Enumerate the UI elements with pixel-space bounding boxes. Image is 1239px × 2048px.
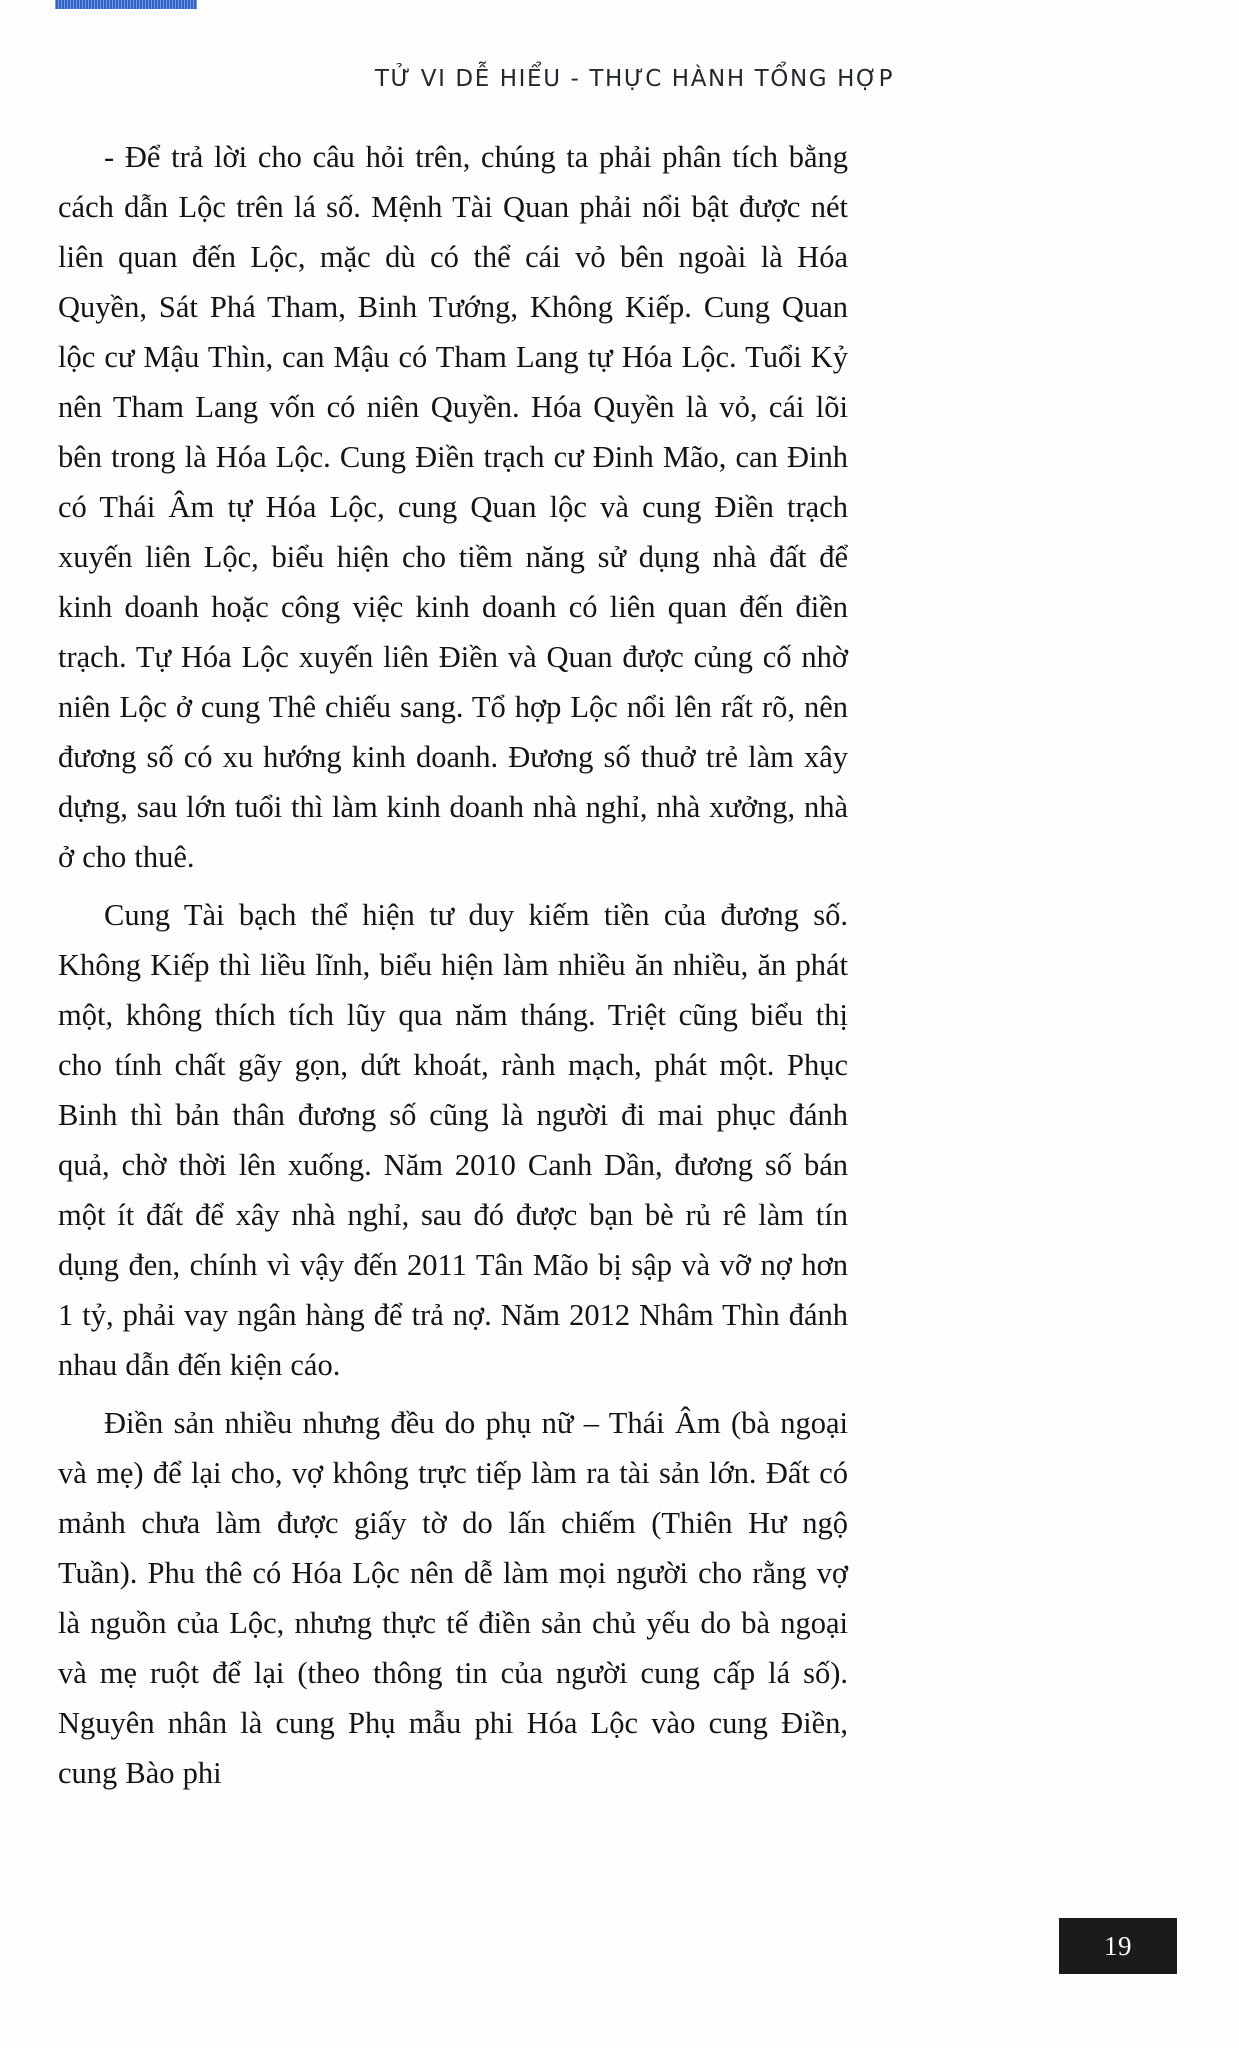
- scanner-edge-bar: [55, 0, 197, 9]
- paragraph-1: - Để trả lời cho câu hỏi trên, chúng ta phải phân tích bằng cách dẫn Lộc trên lá số. Mệnh Tài Quan phải nổi bật được nét liên quan đến Lộc, mặc dù có thể cái vỏ bên ngoài là Hóa Quyền, Sát Phá Tham, Binh Tướng, Không Kiếp. Cung Quan lộc cư Mậu Thìn, can Mậu có Tham Lang tự Hóa Lộc. Tuổi Kỷ nên Tham Lang vốn có niên Quyền. Hóa Quyền là vỏ, cái lõi bên trong là Hóa Lộc. Cung Điền trạch cư Đinh Mão, can Đinh có Thái Âm tự Hóa Lộc, cung Quan lộc và cung Điền trạch xuyến liên Lộc, biểu hiện cho tiềm năng sử dụng nhà đất để kinh doanh hoặc công việc kinh doanh có liên quan đến điền trạch. Tự Hóa Lộc xuyến liên Điền và Quan được củng cố nhờ niên Lộc ở cung Thê chiếu sang. Tổ hợp Lộc nổi lên rất rõ, nên đương số có xu hướng kinh doanh. Đương số thuở trẻ làm xây dựng, sau lớn tuổi thì làm kinh doanh nhà nghỉ, nhà xưởng, nhà ở cho thuê.: [58, 140, 848, 874]
- paragraph-3: Điền sản nhiều nhưng đều do phụ nữ – Thái Âm (bà ngoại và mẹ) để lại cho, vợ không trực tiếp làm ra tài sản lớn. Đất có mảnh chưa làm được giấy tờ do lấn chiếm (Thiên Hư ngộ Tuần). Phu thê có Hóa Lộc nên dễ làm mọi người cho rằng vợ là nguồn của Lộc, nhưng thực tế điền sản chủ yếu do bà ngoại và mẹ ruột để lại (theo thông tin của người cung cấp lá số). Nguyên nhân là cung Phụ mẫu phi Hóa Lộc vào cung Điền, cung Bào phi: [58, 1406, 848, 1790]
- body-text-block: [58, 132, 848, 1804]
- paragraph-2: Cung Tài bạch thể hiện tư duy kiếm tiền của đương số. Không Kiếp thì liều lĩnh, biểu hiện làm nhiều ăn nhiều, ăn phát một, không thích tích lũy qua năm tháng. Triệt cũng biểu thị cho tính chất gãy gọn, dứt khoát, rành mạch, phát một. Phục Binh thì bản thân đương số cũng là người đi mai phục đánh quả, chờ thời lên xuống. Năm 2010 Canh Dần, đương số bán một ít đất để xây nhà nghỉ, sau đó được bạn bè rủ rê làm tín dụng đen, chính vì vậy đến 2011 Tân Mão bị sập và vỡ nợ hơn 1 tỷ, phải vay ngân hàng để trả nợ. Năm 2012 Nhâm Thìn đánh nhau dẫn đến kiện cáo.: [58, 898, 848, 1382]
- running-head: TỬ VI DỄ HIỂU - THỰC HÀNH TỔNG HỢP: [374, 66, 895, 92]
- page-number-badge: 19: [1059, 1918, 1177, 1974]
